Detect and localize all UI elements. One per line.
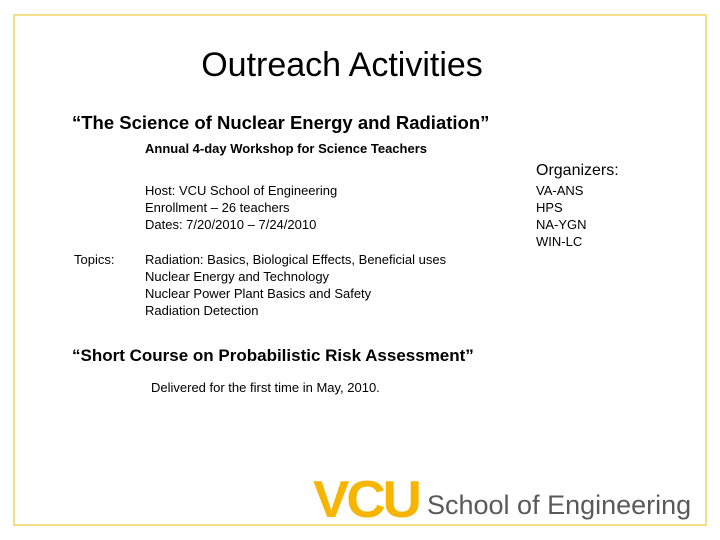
short-course-heading: “Short Course on Probabilistic Risk Assessment” [72, 346, 474, 365]
topics-list [145, 251, 446, 319]
workshop-enrollment: Enrollment – 26 teachers [145, 200, 290, 215]
workshop-subheading: Annual 4-day Workshop for Science Teachers [145, 141, 427, 156]
organizers-heading: Organizers: [536, 162, 619, 179]
workshop-heading: “The Science of Nuclear Energy and Radiation” [72, 112, 490, 133]
organizer-item: HPS [536, 200, 563, 215]
topic-item: Radiation Detection [145, 303, 259, 318]
school-of-engineering-logo-text: School of Engineering [427, 490, 692, 520]
topic-item: Radiation: Basics, Biological Effects, Beneficial uses [145, 252, 447, 267]
workshop-host: Host: VCU School of Engineering [145, 183, 338, 198]
topic-item: Nuclear Energy and Technology [145, 269, 330, 284]
workshop-dates: Dates: 7/20/2010 – 7/24/2010 [145, 217, 317, 232]
organizers-list [536, 182, 587, 250]
organizer-item: WIN-LC [536, 234, 583, 249]
workshop-details [145, 182, 337, 233]
short-course-note: Delivered for the first time in May, 2010. [151, 380, 380, 395]
topics-label: Topics: [74, 252, 115, 267]
topic-item: Nuclear Power Plant Basics and Safety [145, 286, 372, 301]
vcu-logo: VCU [313, 471, 419, 529]
organizer-item: VA-ANS [536, 183, 584, 198]
slide-title: Outreach Activities [201, 46, 483, 84]
organizer-item: NA-YGN [536, 217, 587, 232]
